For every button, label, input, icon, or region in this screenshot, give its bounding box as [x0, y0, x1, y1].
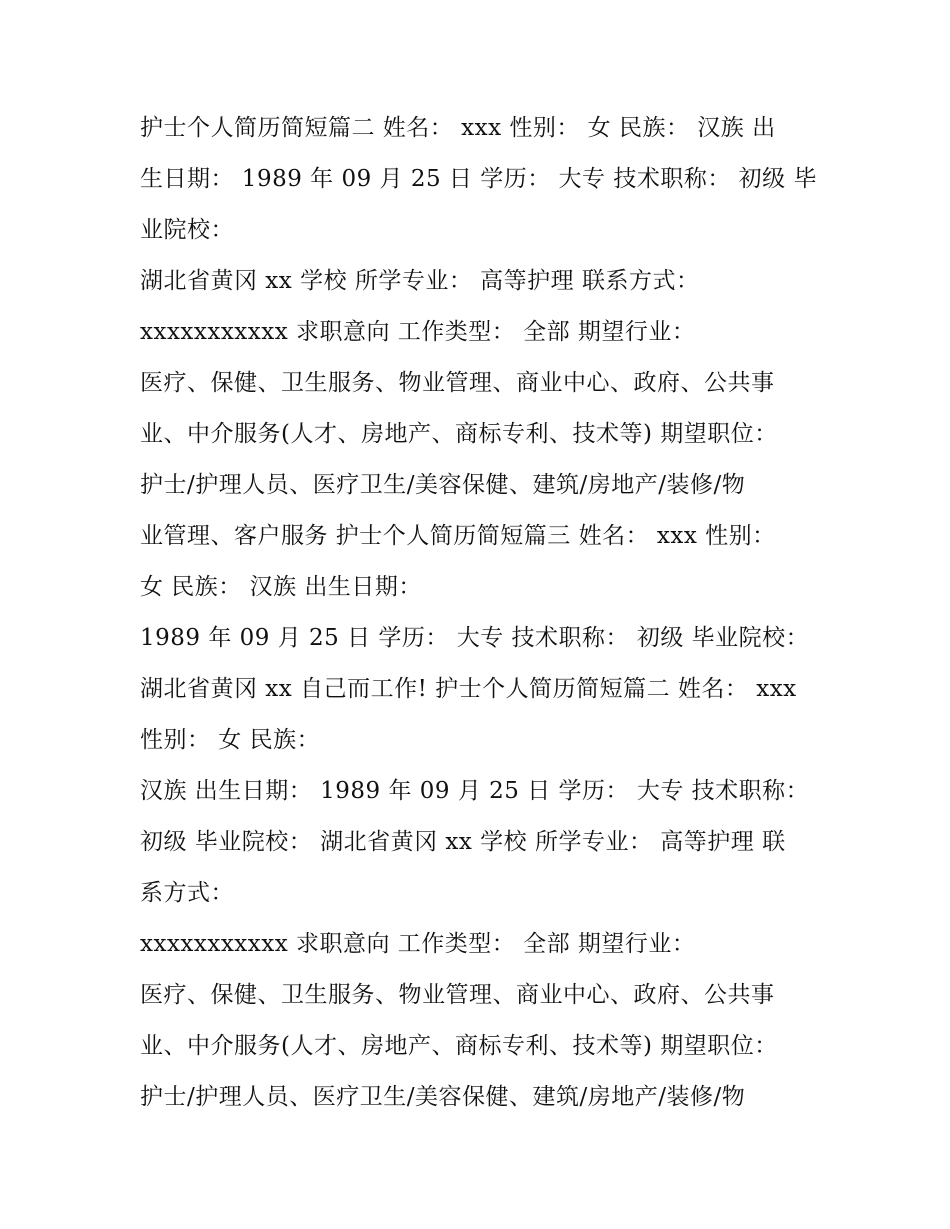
text-line: 汉族 出生日期： 1989 年 09 月 25 日 学历： 大专 技术职称：	[140, 778, 810, 804]
text-line: 湖北省黄冈 xx 学校 所学专业： 高等护理 联系方式：	[140, 268, 700, 294]
text-line: 业管理、客户服务 护士个人简历简短篇三 姓名： xxx 性别：	[140, 523, 776, 549]
text-line: xxxxxxxxxxx 求职意向 工作类型： 全部 期望行业：	[140, 931, 696, 957]
text-line: 护士/护理人员、医疗卫生/美容保健、建筑/房地产/装修/物	[140, 1084, 746, 1110]
text-line: 医疗、保健、卫生服务、物业管理、商业中心、政府、公共事	[140, 370, 775, 396]
text-line: 医疗、保健、卫生服务、物业管理、商业中心、政府、公共事	[140, 982, 775, 1008]
text-line: 业、中介服务(人才、房地产、商标专利、技术等) 期望职位：	[140, 421, 778, 447]
text-line: 系方式：	[140, 880, 234, 906]
document-body	[140, 103, 820, 1123]
text-line: 护士个人简历简短篇二 姓名： xxx 性别： 女 民族： 汉族 出	[140, 115, 776, 141]
text-line: 业、中介服务(人才、房地产、商标专利、技术等) 期望职位：	[140, 1033, 778, 1059]
text-line: 性别： 女 民族：	[140, 727, 321, 753]
text-line: 生日期： 1989 年 09 月 25 日 学历： 大专 技术职称： 初级 毕	[140, 166, 817, 192]
text-line: xxxxxxxxxxx 求职意向 工作类型： 全部 期望行业：	[140, 319, 696, 345]
text-line: 业院校：	[140, 217, 234, 243]
text-line: 初级 毕业院校： 湖北省黄冈 xx 学校 所学专业： 高等护理 联	[140, 829, 786, 855]
text-line: 1989 年 09 月 25 日 学历： 大专 技术职称： 初级 毕业院校：	[140, 625, 810, 651]
text-line: 湖北省黄冈 xx 自己而工作! 护士个人简历简短篇二 姓名： xxx	[140, 676, 797, 702]
text-line: 护士/护理人员、医疗卫生/美容保健、建筑/房地产/装修/物	[140, 472, 746, 498]
text-line: 女 民族： 汉族 出生日期：	[140, 574, 422, 600]
